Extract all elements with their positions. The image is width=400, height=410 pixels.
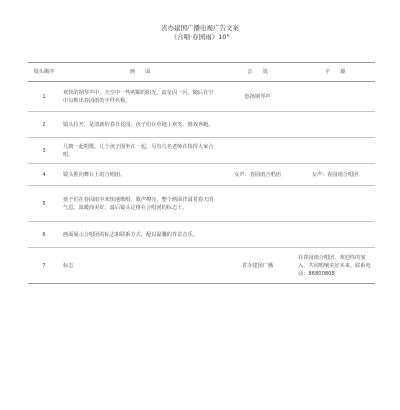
- cell-picture: 孩子们在春园雨中欢快地歌唱，歌声嘹亮，整个画面洋溢着春天的气息，温暖而美好。最后镜头定格在合唱团的标志上。: [60, 186, 220, 222]
- cell-caption: 在春园雨合唱团，欢迎你的加入，共同唱响美好未来。联系电话：86800808: [295, 248, 375, 284]
- script-table: [28, 62, 375, 284]
- cell-sound: 悠扬钢琴声: [220, 82, 295, 112]
- cell-shot-number: 3: [28, 138, 60, 164]
- cell-sound: 省办建国广播: [220, 248, 295, 284]
- cell-shot-number: 4: [28, 164, 60, 186]
- cell-shot-number: 2: [28, 112, 60, 138]
- cell-sound: [220, 222, 295, 248]
- table-row: [28, 186, 375, 222]
- document-title: 省办建国广播电视广告文案: [161, 24, 239, 32]
- cell-shot-number: 5: [28, 186, 60, 222]
- table-row: [28, 112, 375, 138]
- cell-caption: [295, 222, 375, 248]
- table-row: [28, 222, 375, 248]
- title-block: [0, 24, 400, 42]
- cell-picture: 标志: [60, 248, 220, 284]
- table-row: [28, 138, 375, 164]
- cell-picture: 几朝一起唱歌，几个孩子围坐在一起，另有几名老师在指挥大家合唱。: [60, 138, 220, 164]
- cell-shot-number: 1: [28, 82, 60, 112]
- header-sound: 音 效: [220, 63, 295, 82]
- cell-picture: 欢快的钢琴声中，天空中一些明媚的阳光，流星闪一闪，随后在空中勾勒出春园雨的字样名称。: [60, 82, 220, 112]
- header-shot-order: 镜头顺序: [28, 63, 60, 82]
- cell-caption: [295, 186, 375, 222]
- header-caption: 字 幕: [295, 63, 375, 82]
- header-picture: 画 面: [60, 63, 220, 82]
- cell-sound: [220, 186, 295, 222]
- cell-caption: [295, 138, 375, 164]
- cell-caption: [295, 82, 375, 112]
- table-row: [28, 248, 375, 284]
- cell-picture: 镜头拉开，是清新的春日花园，孩子们在草地上欢笑、嬉戏奔跑。: [60, 112, 220, 138]
- cell-picture: 镜头推向舞台上的合唱团。: [60, 164, 220, 186]
- cell-sound: [220, 138, 295, 164]
- cell-sound: [220, 112, 295, 138]
- cell-caption: [295, 112, 375, 138]
- document-subtitle: 《合唱·春园雨》10": [170, 33, 230, 41]
- cell-caption: 女声：春园雨合唱团: [295, 164, 375, 186]
- table-row: [28, 82, 375, 112]
- table-row: [28, 164, 375, 186]
- cell-shot-number: 6: [28, 222, 60, 248]
- cell-picture: 画面展示合唱团的标志和联系方式，配以温馨的背景音乐。: [60, 222, 220, 248]
- table-header-row: [28, 63, 375, 82]
- cell-shot-number: 7: [28, 248, 60, 284]
- cell-sound: 女声：春园雨合唱团: [220, 164, 295, 186]
